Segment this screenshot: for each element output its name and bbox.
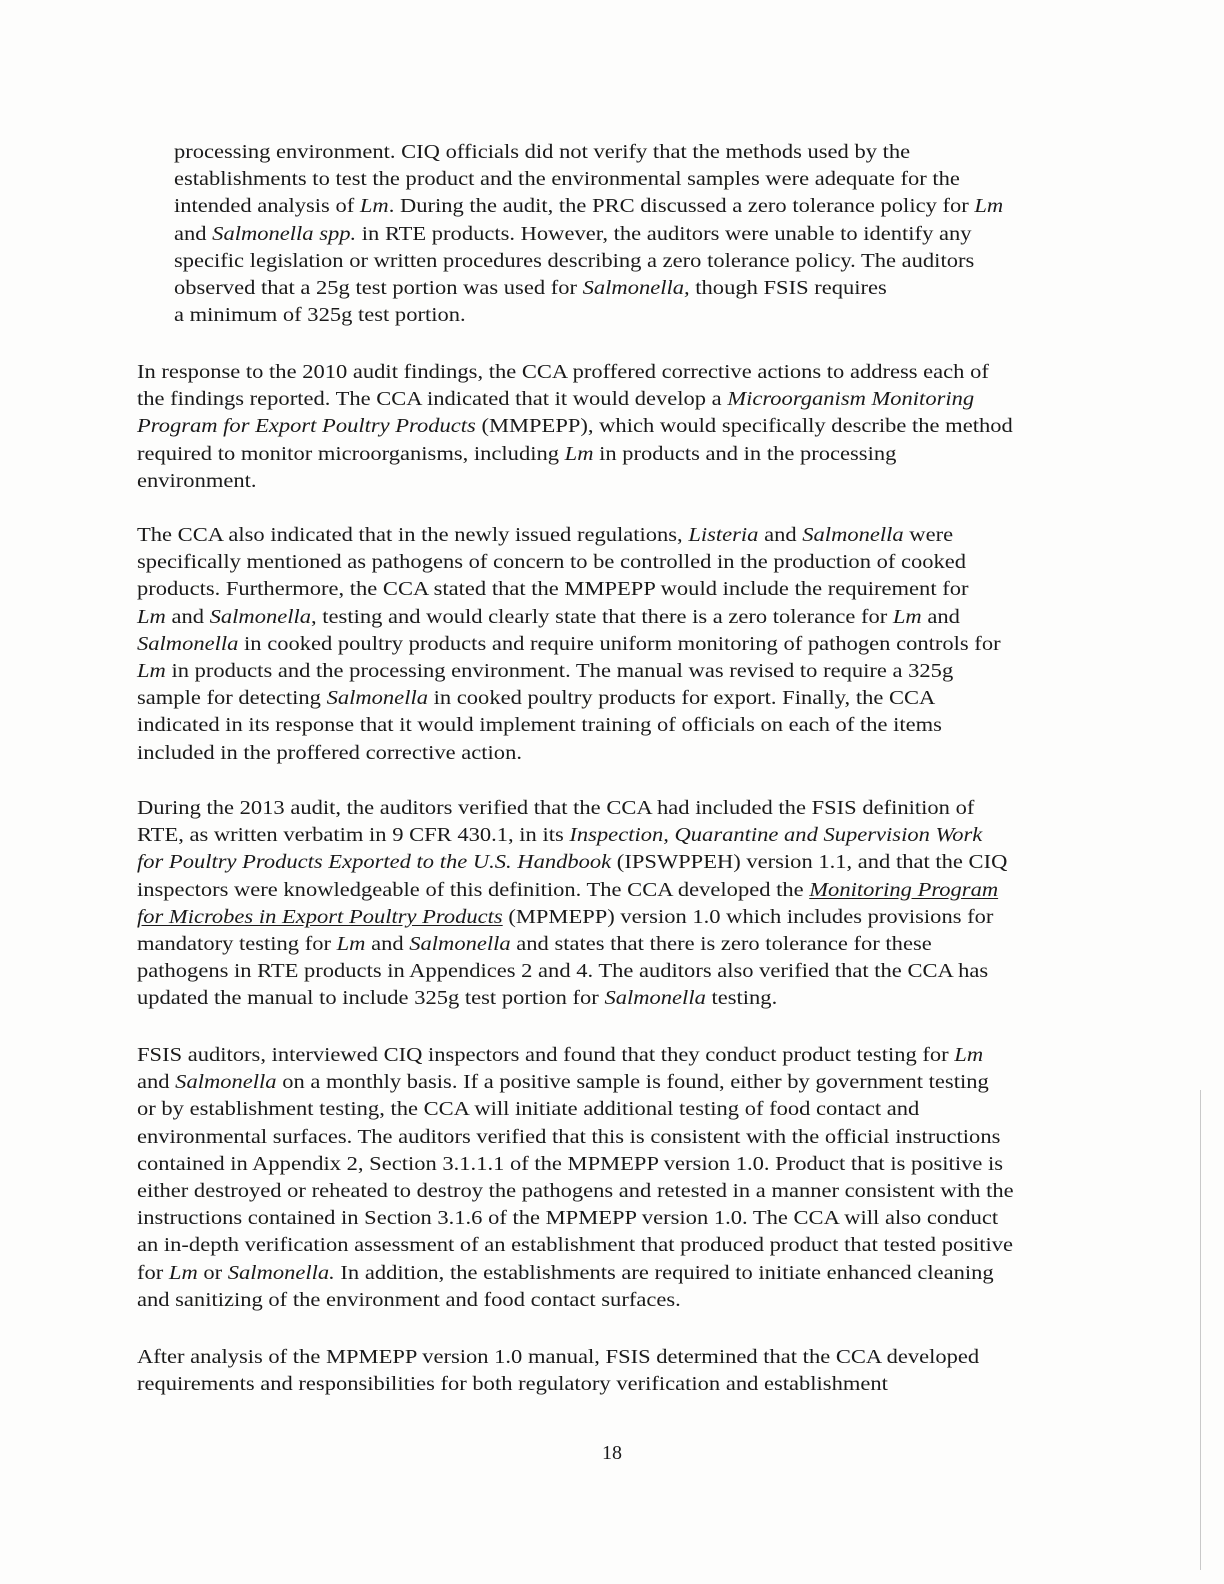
- text-line: [174, 277, 887, 301]
- text-run: indicated in its response that it would implement training of officials on each of the items: [137, 715, 942, 737]
- italic-text: Salmonella spp.: [212, 223, 357, 245]
- italic-text: Inspection, Quarantine and Supervision Work: [569, 825, 983, 847]
- text-run: In addition, the establishments are required to initiate enhanced cleaning: [334, 1262, 994, 1284]
- italic-text: Program for Export Poultry Products: [137, 416, 476, 438]
- italic-text: Salmonella: [604, 988, 706, 1010]
- text-run: The CCA also indicated that in the newly issued regulations,: [137, 525, 689, 546]
- text-run: processing environment. CIQ officials did not verify that the methods used by the: [174, 142, 911, 163]
- italic-text: Lm: [359, 196, 389, 218]
- text-line: [174, 304, 466, 328]
- text-run: in cooked poultry products for export. Finally, the CCA: [427, 688, 936, 710]
- text-run: requirements and responsibilities for both regulatory verification and establishment: [137, 1374, 888, 1396]
- text-run: (MPMEPP) version 1.0 which includes provisions for: [502, 906, 994, 928]
- text-run: mandatory testing for: [137, 934, 337, 955]
- text-line: [137, 824, 982, 848]
- text-run: products. Furthermore, the CCA stated that the MMPEPP would include the requirement for: [137, 579, 969, 601]
- text-line: [137, 1373, 888, 1397]
- text-run: (IPSWPPEH) version 1.1, and that the CIQ: [611, 852, 1008, 874]
- text-line: [137, 960, 988, 984]
- text-run: were: [903, 525, 954, 546]
- text-run: FSIS auditors, interviewed CIQ inspectors and found that they conduct product testing for: [137, 1045, 955, 1066]
- text-run: for: [137, 1262, 169, 1284]
- text-line: [137, 633, 1001, 657]
- text-run: observed that a 25g test portion was used for: [174, 278, 583, 299]
- text-run: . During the audit, the PRC discussed a zero tolerance policy for: [388, 196, 975, 218]
- text-line: [137, 1044, 983, 1068]
- italic-text: Lm: [974, 196, 1004, 218]
- text-run: an in-depth verification assessment of an establishment that produced product that tested positive: [137, 1235, 1014, 1257]
- text-run: included in the proffered corrective action.: [137, 742, 522, 764]
- italic-text: Lm: [137, 661, 166, 682]
- italic-text: Lm: [137, 606, 166, 628]
- italic-text: Salmonella: [137, 633, 239, 655]
- italic-text: Lm: [954, 1045, 984, 1066]
- text-line: [137, 415, 1013, 439]
- text-run: though FSIS requires: [689, 278, 887, 299]
- text-line: [137, 551, 966, 575]
- text-run: After analysis of the MPMEPP version 1.0 manual, FSIS determined that the CCA developed: [137, 1347, 980, 1368]
- text-run: in products and the processing environment. The manual was revised to require a 325g: [165, 661, 954, 682]
- page-edge-line: [1200, 1090, 1201, 1570]
- text-line: [137, 660, 953, 684]
- text-line: [137, 1098, 919, 1122]
- text-run: and: [758, 525, 803, 546]
- text-run: establishments to test the product and the environmental samples were adequate for the: [174, 169, 960, 191]
- text-line: [137, 797, 974, 821]
- text-run: specific legislation or written procedures describing a zero tolerance policy. The auditors: [174, 250, 975, 272]
- text-line: [174, 168, 960, 192]
- text-run: environmental surfaces. The auditors verified that this is consistent with the official instructions: [137, 1126, 1001, 1148]
- text-run: and: [921, 606, 960, 628]
- text-run: in RTE products. However, the auditors were unable to identify any: [356, 223, 972, 245]
- text-run: sample for detecting: [137, 688, 327, 710]
- text-run: the findings reported. The CCA indicated that it would develop a: [137, 389, 728, 411]
- text-line: [174, 223, 972, 247]
- text-line: [137, 1126, 1000, 1150]
- text-run: and: [165, 606, 210, 628]
- text-line: [137, 1346, 979, 1370]
- text-run: updated the manual to include 325g test portion for: [137, 988, 605, 1010]
- italic-text: Salmonella: [409, 934, 511, 955]
- text-line: [137, 879, 998, 903]
- text-run: a minimum of 325g test portion.: [174, 305, 466, 327]
- italic-text: Salmonella: [802, 525, 904, 546]
- text-line: [137, 470, 257, 494]
- page-number: 18: [602, 1442, 622, 1464]
- italic-text: Salmonella: [326, 688, 428, 710]
- text-run: and states that there is zero tolerance for these: [510, 934, 932, 955]
- text-run: contained in Appendix 2, Section 3.1.1.1 of the MPMEPP version 1.0. Product that is positive is: [137, 1153, 1004, 1175]
- italic-text: for Microbes in Export Poultry Products: [137, 906, 503, 928]
- text-run: on a monthly basis. If a positive sample is found, either by government testing: [276, 1072, 989, 1094]
- text-line: [137, 361, 989, 385]
- text-run: testing.: [705, 988, 778, 1010]
- text-line: [137, 1289, 681, 1313]
- text-line: [137, 714, 942, 738]
- text-run: required to monitor microorganisms, including: [137, 443, 565, 465]
- italic-text: Salmonella,: [582, 278, 690, 299]
- text-run: During the 2013 audit, the auditors verified that the CCA had included the FSIS definition of: [137, 798, 975, 819]
- text-line: [137, 1262, 994, 1286]
- text-run: inspectors were knowledgeable of this definition. The CCA developed the: [137, 879, 810, 901]
- italic-text: Salmonella.: [227, 1262, 335, 1284]
- text-line: [137, 443, 896, 467]
- text-line: [137, 1234, 1013, 1258]
- italic-text: Lm: [336, 934, 366, 955]
- text-line: [174, 250, 974, 274]
- text-run: In response to the 2010 audit findings, the CCA proffered corrective actions to address each of: [137, 362, 989, 383]
- text-run: pathogens in RTE products in Appendices 2 and 4. The auditors also verified that the CCA has: [137, 961, 989, 983]
- text-line: [137, 578, 969, 602]
- text-line: [137, 687, 935, 711]
- italic-text: for Poultry Products Exported to the U.S. Handbook: [137, 852, 612, 874]
- text-run: or by establishment testing, the CCA will initiate additional testing of food contact and: [137, 1099, 920, 1121]
- text-run: specifically mentioned as pathogens of concern to be controlled in the production of cooked: [137, 552, 967, 574]
- text-run: or: [197, 1262, 228, 1284]
- text-run: in products and in the processing: [593, 443, 897, 465]
- text-line: [137, 906, 993, 930]
- text-line: [137, 933, 932, 957]
- italic-text: Lm: [168, 1262, 198, 1284]
- text-line: [174, 141, 910, 165]
- text-run: and: [137, 1072, 176, 1094]
- text-run: and: [365, 934, 410, 955]
- text-run: RTE, as written verbatim in 9 CFR 430.1, in its: [137, 825, 570, 847]
- text-line: [137, 388, 974, 412]
- italic-text: Salmonella: [209, 606, 312, 628]
- text-line: [137, 1180, 1014, 1204]
- text-line: [137, 524, 953, 548]
- italic-text: Salmonella: [175, 1072, 277, 1094]
- text-line: [137, 606, 960, 630]
- text-line: [137, 987, 777, 1011]
- text-line: [137, 1071, 989, 1095]
- text-run: environment.: [137, 470, 257, 492]
- text-line: [137, 851, 1007, 875]
- text-run: instructions contained in Section 3.1.6 of the MPMEPP version 1.0. The CCA will also conduct: [137, 1208, 999, 1230]
- text-line: [137, 1207, 998, 1231]
- text-line: [137, 1153, 1003, 1177]
- italic-text: Listeria: [688, 525, 759, 546]
- text-run: and: [174, 223, 213, 245]
- text-run: in cooked poultry products and require uniform monitoring of pathogen controls for: [238, 633, 1001, 655]
- text-run: intended analysis of: [174, 196, 360, 218]
- text-run: and sanitizing of the environment and food contact surfaces.: [137, 1289, 681, 1311]
- italic-text: Monitoring Program: [809, 879, 999, 901]
- italic-text: Lm: [892, 606, 922, 628]
- text-run: , testing and would clearly state that there is a zero tolerance for: [311, 606, 893, 628]
- text-line: [174, 195, 1003, 219]
- italic-text: Lm: [564, 443, 594, 465]
- text-run: (MMPEPP), which would specifically describe the method: [475, 416, 1013, 438]
- text-run: either destroyed or reheated to destroy the pathogens and retested in a manner consistent with the: [137, 1181, 1014, 1202]
- text-line: [137, 742, 522, 766]
- italic-text: Microorganism Monitoring: [727, 389, 975, 411]
